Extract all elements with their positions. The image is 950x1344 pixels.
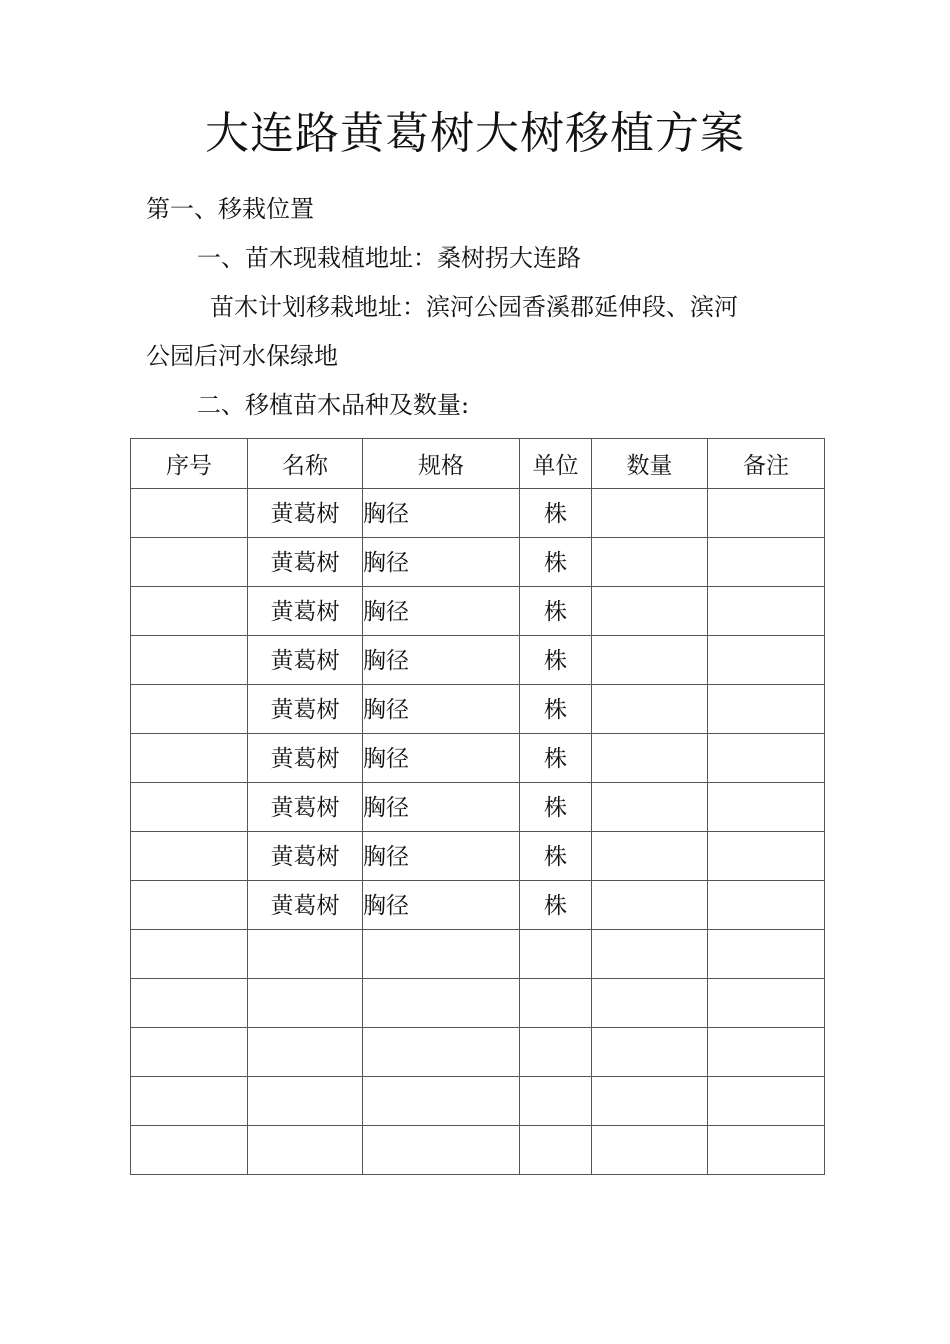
- table-row: [131, 881, 825, 930]
- cell-qty: [592, 783, 708, 832]
- current-site-line: 一、苗木现栽植地址：桑树拐大连路: [197, 244, 581, 272]
- cell-qty: [592, 930, 708, 979]
- header-qty: 数量: [592, 439, 708, 489]
- cell-seq: [131, 587, 248, 636]
- cell-name: 黄葛树: [248, 685, 363, 734]
- cell-qty: [592, 1077, 708, 1126]
- table-body: [131, 489, 825, 1175]
- cell-spec: 胸径: [363, 636, 520, 685]
- cell-spec: [363, 979, 520, 1028]
- cell-seq: [131, 636, 248, 685]
- cell-spec: 胸径: [363, 734, 520, 783]
- cell-unit: 株: [520, 489, 592, 538]
- cell-unit: [520, 1126, 592, 1175]
- cell-name: 黄葛树: [248, 832, 363, 881]
- cell-note: [708, 783, 825, 832]
- cell-seq: [131, 979, 248, 1028]
- cell-unit: 株: [520, 734, 592, 783]
- table-row: [131, 783, 825, 832]
- cell-spec: [363, 930, 520, 979]
- table-row: [131, 636, 825, 685]
- section1-heading: 第一、移栽位置: [146, 195, 314, 223]
- document-title: 大连路黄葛树大树移植方案: [205, 108, 745, 159]
- cell-qty: [592, 538, 708, 587]
- table-row: [131, 832, 825, 881]
- cell-unit: 株: [520, 587, 592, 636]
- cell-unit: 株: [520, 636, 592, 685]
- table-row: [131, 930, 825, 979]
- cell-qty: [592, 979, 708, 1028]
- cell-seq: [131, 538, 248, 587]
- cell-note: [708, 734, 825, 783]
- table-row: [131, 1077, 825, 1126]
- cell-name: 黄葛树: [248, 489, 363, 538]
- cell-note: [708, 930, 825, 979]
- cell-unit: 株: [520, 783, 592, 832]
- cell-name: 黄葛树: [248, 783, 363, 832]
- cell-spec: 胸径: [363, 783, 520, 832]
- cell-seq: [131, 734, 248, 783]
- cell-spec: 胸径: [363, 538, 520, 587]
- cell-qty: [592, 832, 708, 881]
- cell-spec: [363, 1028, 520, 1077]
- header-note: 备注: [708, 439, 825, 489]
- table-row: [131, 734, 825, 783]
- table-row: [131, 1028, 825, 1077]
- table-row: [131, 979, 825, 1028]
- cell-seq: [131, 881, 248, 930]
- cell-unit: [520, 1077, 592, 1126]
- cell-name: [248, 979, 363, 1028]
- cell-seq: [131, 1028, 248, 1077]
- header-name: 名称: [248, 439, 363, 489]
- cell-spec: 胸径: [363, 587, 520, 636]
- cell-spec: 胸径: [363, 489, 520, 538]
- table-header-row: [131, 439, 825, 489]
- cell-qty: [592, 685, 708, 734]
- cell-unit: 株: [520, 538, 592, 587]
- table-row: [131, 685, 825, 734]
- cell-spec: 胸径: [363, 832, 520, 881]
- cell-note: [708, 832, 825, 881]
- cell-note: [708, 636, 825, 685]
- cell-name: 黄葛树: [248, 587, 363, 636]
- cell-qty: [592, 636, 708, 685]
- cell-note: [708, 587, 825, 636]
- header-unit: 单位: [520, 439, 592, 489]
- cell-seq: [131, 1126, 248, 1175]
- cell-unit: [520, 979, 592, 1028]
- cell-seq: [131, 685, 248, 734]
- cell-name: [248, 1077, 363, 1126]
- cell-unit: [520, 1028, 592, 1077]
- table-row: [131, 587, 825, 636]
- cell-name: [248, 930, 363, 979]
- planned-site-line1: 苗木计划移栽地址：滨河公园香溪郡延伸段、滨河: [210, 293, 738, 321]
- cell-note: [708, 685, 825, 734]
- header-seq: 序号: [131, 439, 248, 489]
- table-row: [131, 1126, 825, 1175]
- cell-qty: [592, 489, 708, 538]
- cell-unit: 株: [520, 881, 592, 930]
- cell-qty: [592, 881, 708, 930]
- cell-name: [248, 1028, 363, 1077]
- cell-note: [708, 1077, 825, 1126]
- cell-name: 黄葛树: [248, 734, 363, 783]
- cell-name: 黄葛树: [248, 881, 363, 930]
- cell-name: [248, 1126, 363, 1175]
- cell-seq: [131, 783, 248, 832]
- cell-qty: [592, 1028, 708, 1077]
- cell-seq: [131, 489, 248, 538]
- cell-spec: 胸径: [363, 881, 520, 930]
- header-spec: 规格: [363, 439, 520, 489]
- cell-seq: [131, 1077, 248, 1126]
- cell-note: [708, 1126, 825, 1175]
- cell-name: 黄葛树: [248, 538, 363, 587]
- cell-note: [708, 979, 825, 1028]
- cell-note: [708, 538, 825, 587]
- cell-spec: 胸径: [363, 685, 520, 734]
- cell-spec: [363, 1077, 520, 1126]
- section2-heading: 二、移植苗木品种及数量:: [197, 391, 470, 419]
- planned-site-line2: 公园后河水保绿地: [146, 342, 338, 370]
- cell-unit: [520, 930, 592, 979]
- table-row: [131, 538, 825, 587]
- cell-unit: 株: [520, 685, 592, 734]
- cell-seq: [131, 930, 248, 979]
- cell-unit: 株: [520, 832, 592, 881]
- cell-qty: [592, 1126, 708, 1175]
- table-row: [131, 489, 825, 538]
- cell-qty: [592, 734, 708, 783]
- plant-table: [130, 438, 825, 1175]
- cell-note: [708, 489, 825, 538]
- cell-seq: [131, 832, 248, 881]
- cell-spec: [363, 1126, 520, 1175]
- cell-name: 黄葛树: [248, 636, 363, 685]
- cell-note: [708, 881, 825, 930]
- cell-note: [708, 1028, 825, 1077]
- cell-qty: [592, 587, 708, 636]
